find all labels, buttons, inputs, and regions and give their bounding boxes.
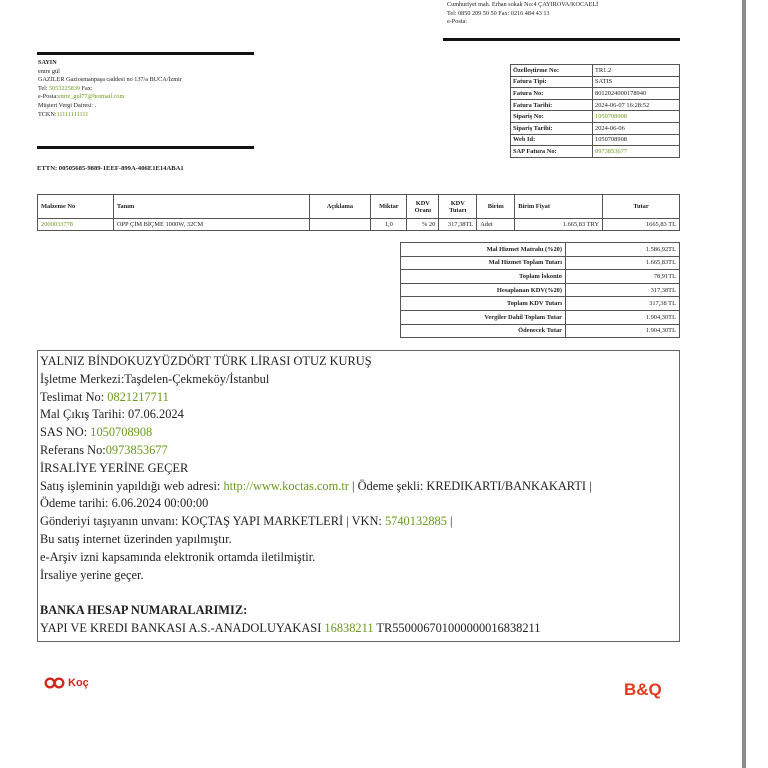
waybill-note-2: İrsaliye yerine geçer.	[40, 567, 144, 582]
business-center: İşletme Merkezi:Taşdelen-Çekmeköy/İstanbul	[40, 371, 270, 386]
amount-words: YALNIZ BİNDOKUZYÜZDÖRT TÜRK LİRASI OTUZ KURUŞ	[40, 354, 372, 368]
items-cell: OPP ÇİM BİÇME 1000W, 32CM	[113, 219, 309, 231]
totals-label: Toplam KDV Tutarı	[401, 297, 566, 311]
meta-row	[511, 146, 680, 158]
ettn: ETTN: 00505685-9889-1EEF-899A-406E1E14ABA1	[37, 165, 184, 172]
buyer-tax-office: Müşteri Vergi Dairesi: .	[38, 101, 97, 109]
meta-row	[511, 134, 680, 146]
meta-row	[511, 111, 680, 123]
buyer-info	[38, 59, 268, 119]
pay-date: Ödeme tarihi: 6.06.2024 00:00:00	[40, 496, 209, 511]
totals-row	[401, 324, 680, 338]
items-header: Tanım	[113, 195, 309, 219]
seller-address: Cumhuriyet mah. Erhan sokak No:4 ÇAYIROVA/KOCAELİ	[447, 1, 599, 8]
meta-label: Sipariş Tarihi:	[511, 122, 593, 134]
items-header: KDV Tutarı	[439, 195, 477, 219]
items-cell: % 20	[407, 219, 439, 231]
meta-value: 2024-06-06	[593, 122, 680, 134]
totals-value: 317,38TL	[566, 283, 680, 297]
meta-value: SATIS	[593, 76, 680, 88]
totals-label: Hesaplanan KDV(%20)	[401, 283, 566, 297]
table-row	[38, 219, 680, 231]
bq-logo: B&Q	[624, 680, 662, 699]
koc-logo-text: Koç	[68, 677, 89, 689]
bank-title: BANKA HESAP NUMARALARIMIZ:	[40, 603, 248, 618]
waybill-note: İRSALİYE YERİNE GEÇER	[40, 460, 189, 475]
meta-row	[511, 88, 680, 100]
meta-label: Sipariş No:	[511, 111, 593, 123]
items-cell: 1,0	[371, 219, 407, 231]
carrier-vkn: 5740132885	[384, 514, 447, 529]
totals-row	[401, 310, 680, 324]
items-cell: Adet	[477, 219, 515, 231]
buyer-email-line: e-Posta:emre_gul77@hotmail.com	[38, 93, 125, 101]
totals-label: Toplam İskonto	[401, 270, 566, 284]
totals-value: 1.665,83TL	[566, 256, 680, 270]
items-cell: 1.665,83 TRY	[515, 219, 603, 231]
delivery-no: 0821217711	[107, 389, 169, 404]
totals-label: Ödenecek Tutar	[401, 324, 566, 338]
totals-value: 1.904,30TL	[566, 324, 680, 338]
notes-box	[37, 350, 680, 642]
items-cell: 317,38TL	[439, 219, 477, 231]
totals-label: Mal Hizmet Toplam Tutarı	[401, 256, 566, 270]
buyer-email: emre_gul77@hotmail.com	[57, 93, 125, 101]
carrier-line: Gönderiyi taşıyanın unvanı: KOÇTAŞ YAPI MARKETLERİ | VKN: 5740132885 |	[40, 514, 453, 529]
meta-value: 8012024000178940	[593, 88, 680, 100]
items-cell: 2000033778	[38, 219, 114, 231]
koc-swirl-icon	[44, 677, 66, 689]
ship-date: Mal Çıkış Tarihi: 07.06.2024	[40, 407, 184, 422]
items-header: Malzeme No	[38, 195, 114, 219]
items-header: Birim Fiyat	[515, 195, 603, 219]
buyer-bottom-rule	[37, 146, 254, 149]
meta-value: TR1.2	[593, 65, 680, 77]
totals-row	[401, 283, 680, 297]
meta-label: Fatura Tipi:	[511, 76, 593, 88]
totals-row	[401, 270, 680, 284]
items-header: KDV Oranı	[407, 195, 439, 219]
buyer-address: GAZİLER Gaziosmanpaşa caddesi no 137/a BUCA/İzmir	[38, 76, 182, 84]
seller-rule	[443, 38, 680, 41]
meta-value: 0973853677	[593, 146, 680, 158]
buyer-tel: 5053225839	[49, 84, 81, 92]
totals-row	[401, 256, 680, 270]
items-cell	[309, 219, 371, 231]
meta-label: Fatura Tarihi:	[511, 99, 593, 111]
items-header: Açıklama	[309, 195, 371, 219]
meta-row	[511, 122, 680, 134]
items-header: Miktar	[371, 195, 407, 219]
totals-row	[401, 297, 680, 311]
koc-logo	[44, 677, 89, 689]
meta-value: 1050708908	[593, 111, 680, 123]
items-cell: 1665,83 TL	[603, 219, 680, 231]
invoice-meta-table	[510, 64, 680, 158]
buyer-title: SAYIN	[38, 59, 57, 66]
bank-line: YAPI VE KREDI BANKASI A.S.-ANADOLUYAKASI 16838211 TR550006701000000016838211	[40, 620, 541, 635]
items-table	[37, 194, 680, 231]
meta-label: Web Id:	[511, 134, 593, 146]
seller-info	[447, 1, 598, 27]
totals-table	[400, 242, 680, 338]
sas-no: 1050708908	[90, 425, 153, 440]
meta-value: 1050708908	[593, 134, 680, 146]
page-edge	[742, 0, 746, 768]
buyer-tel-line: Tel: 5053225839 Fax:	[38, 84, 93, 92]
totals-value: 317,38 TL	[566, 297, 680, 311]
seller-email: e-Posta:	[447, 18, 467, 26]
totals-value: 1.904,30TL	[566, 310, 680, 324]
buyer-tckn-line: TCKN:11111111111	[38, 110, 89, 118]
meta-row	[511, 99, 680, 111]
meta-value: 2024-06-07 16:28:52	[593, 99, 680, 111]
totals-label: Mal Hizmet Matrahı (%20)	[401, 243, 566, 257]
buyer-top-rule	[37, 52, 254, 55]
bank-account: 16838211	[324, 620, 374, 635]
meta-row	[511, 65, 680, 77]
meta-label: Özelleştirme No:	[511, 65, 593, 77]
internet-sale: Bu satış internet üzerinden yapılmıştır.	[40, 531, 232, 546]
ref-no: 0973853677	[105, 442, 168, 457]
sas-line: SAS NO: 1050708908	[40, 425, 153, 440]
totals-row	[401, 243, 680, 257]
web-line: Satış işleminin yapıldığı web adresi: http://www.koctas.com.tr | Ödeme şekli: KREDIKARTI/BANKAKARTI |	[40, 478, 592, 493]
ref-line: Referans No:0973853677	[40, 442, 168, 457]
meta-label: SAP Fatura No:	[511, 146, 593, 158]
seller-phone: Tel: 0850 209 50 50 Fax: 0216 484 43 13	[447, 9, 550, 17]
items-header: Tutar	[603, 195, 680, 219]
totals-value: 78,91TL	[566, 270, 680, 284]
totals-value: 1.586,92TL	[566, 243, 680, 257]
totals-label: Vergiler Dahil Toplam Tutar	[401, 310, 566, 324]
items-header: Birim	[477, 195, 515, 219]
buyer-name: emre gül	[38, 67, 60, 75]
meta-row	[511, 76, 680, 88]
buyer-tckn: 11111111111	[56, 110, 89, 118]
web-url-link[interactable]: http://www.koctas.com.tr	[223, 478, 349, 493]
earchive-note: e-Arşiv izni kapsamında elektronik ortamda iletilmiştir.	[40, 549, 316, 564]
delivery-line: Teslimat No: 0821217711	[40, 389, 169, 404]
meta-label: Fatura No:	[511, 88, 593, 100]
